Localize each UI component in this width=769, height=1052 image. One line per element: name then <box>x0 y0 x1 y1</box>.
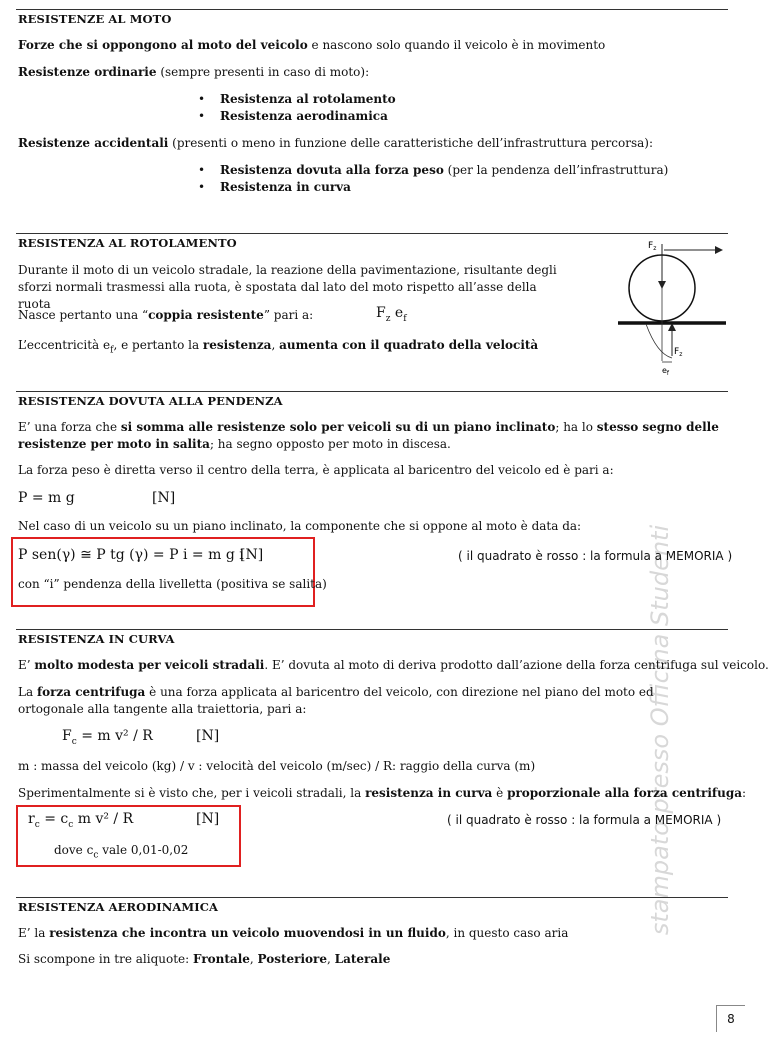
paragraph: con “i” pendenza della livelletta (positiva se salita) <box>18 577 327 591</box>
paragraph: E’ una forza che si somma alle resistenze solo per veicoli su di un piano inclinato; ha lo stesso segno delle resistenze per moto in salita; ha segno opposto per moto in discesa. <box>18 420 719 451</box>
paragraph: Resistenze accidentali (presenti o meno in funzione delle caratteristiche dell’infrastruttura percorsa): <box>18 136 653 150</box>
formula-coppia: $F_z$ $e_f$ <box>376 305 407 324</box>
formula-centrifuga: $F_c = m$ v² / R <box>62 728 153 747</box>
paragraph: Durante il moto di un veicolo stradale, la reazione della pavimentazione, risultante degli sforzi normali trasmessi alla ruota, è spostata dal lato del moto rispetto all’asse della ruota <box>18 263 557 311</box>
paragraph: Nasce pertanto una “coppia resistente” pari a: <box>18 308 314 322</box>
label-fz-top: $F_z$ <box>648 241 657 252</box>
section-title-resistenze-moto: RESISTENZE AL MOTO <box>18 12 172 26</box>
paragraph: L’eccentricità $e_f$, e pertanto la resistenza, aumenta con il quadrato della velocità <box>18 338 539 356</box>
section-title-pendenza: RESISTENZA DOVUTA ALLA PENDENZA <box>18 394 283 408</box>
list-item: • Resistenza al rotolamento <box>198 92 396 106</box>
list-item: • Resistenza in curva <box>198 180 351 194</box>
paragraph: Nel caso di un veicolo su un piano inclinato, la componente che si oppone al moto è data da: <box>18 519 582 533</box>
paragraph: m : massa del veicolo (kg) / v : velocità del veicolo (m/sec) / R: raggio della curva (m) <box>18 759 536 773</box>
list-item: • Resistenza dovuta alla forza peso (per la pendenza dell’infrastruttura) <box>198 163 669 177</box>
paragraph: E’ la resistenza che incontra un veicolo muovendosi in un fluido, in questo caso aria <box>18 926 569 940</box>
divider <box>16 391 728 392</box>
formula-pendenza: P sen(γ) ≅ P tg (γ) = P i = m g i <box>18 547 244 563</box>
label-fz-bottom: $F_z$ <box>674 347 683 358</box>
watermark: stampato presso Officina Studenti <box>646 524 674 936</box>
divider <box>16 897 728 898</box>
formula-unit: [N] <box>196 811 220 827</box>
divider <box>16 629 728 630</box>
section-title-aerodinamica: RESISTENZA AERODINAMICA <box>18 900 219 914</box>
memory-note: ( il quadrato è rosso : la formula a MEMORIA ) <box>447 813 722 827</box>
list-item: • Resistenza aerodinamica <box>198 109 388 123</box>
formula-unit: [N] <box>196 728 220 744</box>
divider <box>16 9 728 10</box>
label-ef: $e_f$ <box>662 366 670 377</box>
paragraph: Resistenze ordinarie (sempre presenti in caso di moto): <box>18 65 370 79</box>
page-number: 8 <box>716 1005 745 1032</box>
formula-unit: [N] <box>152 490 176 506</box>
paragraph: E’ molto modesta per veicoli stradali. E’ dovuta al moto di deriva prodotto dall’azione della forza centrifuga sul veicolo. <box>18 658 769 672</box>
paragraph: Forze che si oppongono al moto del veicolo e nascono solo quando il veicolo è in movimento <box>18 38 606 52</box>
section-title-curva: RESISTENZA IN CURVA <box>18 632 175 646</box>
formula-unit: [N] <box>240 547 264 563</box>
wheel-diagram <box>612 236 732 378</box>
divider <box>16 233 728 234</box>
paragraph: La forza centrifuga è una forza applicata al baricentro del veicolo, con direzione nel piano del moto ed ortogonale alla tangente alla traiettoria, pari a: <box>18 685 654 716</box>
formula-peso: P = m g <box>18 490 75 506</box>
formula-resistenza-curva: $r_c = c_c$ m v² / R <box>28 811 134 830</box>
paragraph: dove $c_c$ vale 0,01-0,02 <box>54 843 189 861</box>
section-title-rotolamento: RESISTENZA AL ROTOLAMENTO <box>18 236 237 250</box>
memory-note: ( il quadrato è rosso : la formula a MEMORIA ) <box>458 549 733 563</box>
paragraph: Si scompone in tre aliquote: Frontale, Posteriore, Laterale <box>18 952 391 966</box>
paragraph: La forza peso è diretta verso il centro della terra, è applicata al baricentro del veicolo ed è pari a: <box>18 463 614 477</box>
paragraph: Sperimentalmente si è visto che, per i veicoli stradali, la resistenza in curva è proporzionale alla forza centrifuga: <box>18 786 747 800</box>
